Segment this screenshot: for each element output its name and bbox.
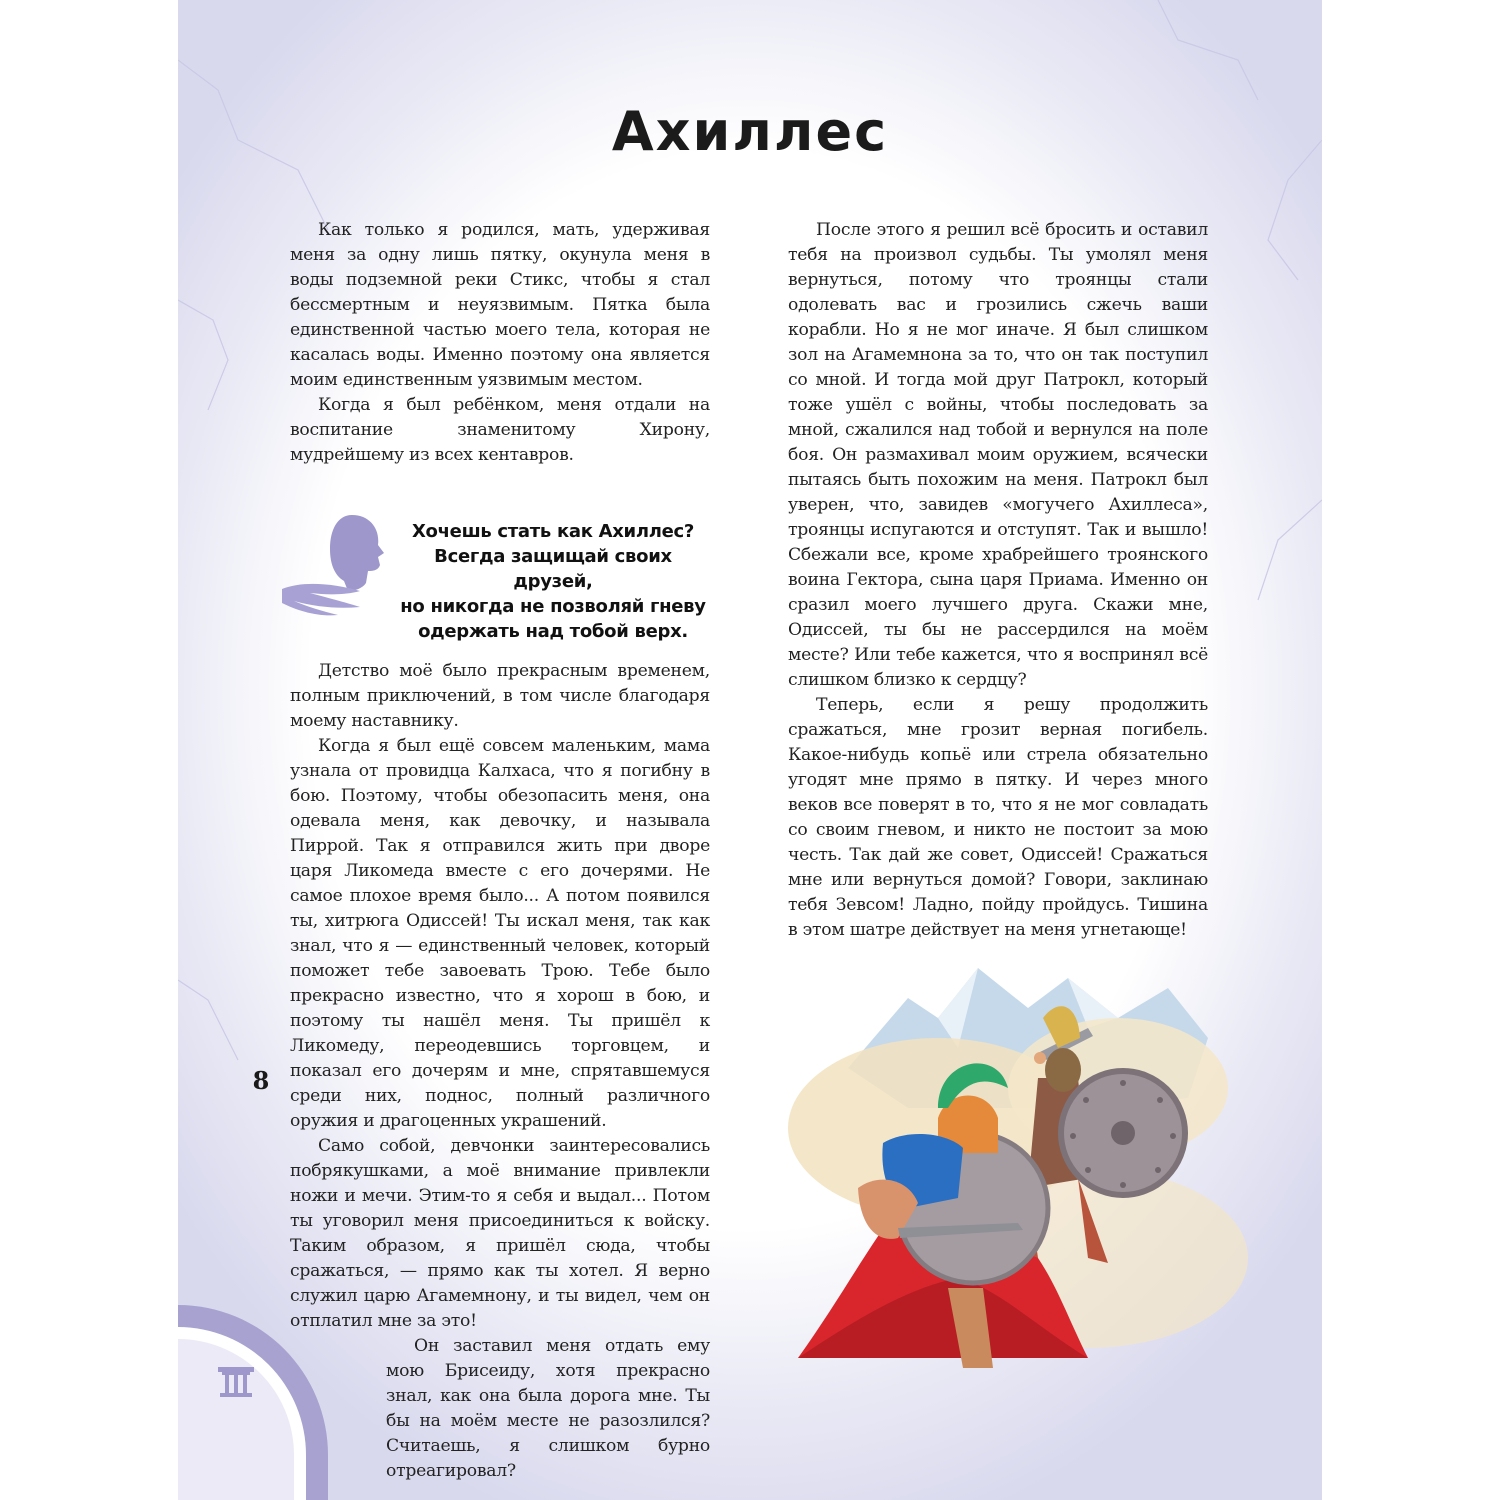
paragraph: После этого я решил всё бросить и оставил тебя на произвол судьбы. Ты умолял меня вернуться, потому что троянцы стали одолевать вас и грозились сжечь ваши корабли. Но я не мог иначе. Я был слишком зол на Агамемнона за то, что он так поступил со мной. И тогда мой друг Патрокл, который тоже ушёл с войны, чтобы последовать за мной, сжалился над тобой и вернулся на поле боя. Он размахивал моим оружием, всячески пытаясь быть похожим на меня. Патрокл был уверен, что, завидев «могучего Ахиллеса», троянцы испугаются и отступят. Так и вышло! Сбежали все, кроме храбрейшего троянского воина Гектора, сына царя Приама. Именно он сразил моего лучшего друга. Скажи мне, Одиссей, ты бы не рассердился на моём месте? Или тебе кажется, что я воспринял всё слишком близко к сердцу? bbox=[788, 220, 1208, 690]
paragraph: Как только я родился, мать, удерживая меня за одну лишь пятку, окунула меня в воды подземной реки Стикс, чтобы я стал бессмертным и неуязвимым. Пятка была единственной частью моего тела, которая не касалась воды. Именно поэтому она является моим единственным уязвимым местом. bbox=[290, 220, 710, 390]
advice-line: Всегда защищай своих друзей, bbox=[434, 546, 672, 592]
advice-line: но никогда не позволяй гневу bbox=[400, 596, 706, 617]
paragraph: Детство моё было прекрасным временем, полным приключений, в том числе благодаря моему наставнику. bbox=[290, 661, 710, 731]
advice-line: Хочешь стать как Ахиллес? bbox=[411, 521, 695, 542]
page-title: Ахиллес bbox=[611, 100, 889, 163]
paragraph: Когда я был ещё совсем маленьким, мама узнала от провидца Калхаса, что я погибну в бою. Поэтому, чтобы обезопасить меня, она одевала меня, как девочку, и называла Пиррой. Так я отправился жить при дворе царя Ликомеда вместе с его дочерями. Не самое плохое время было... А потом появился ты, хитрюга Одиссей! Ты искал меня, так как знал, что я — единственный человек, который поможет тебе завоевать Трою. Тебе было прекрасно известно, что я хорош в бою, и поэтому ты нашёл меня. Ты пришёл к Ликомеду, переодевшись торговцем, и показал его дочерям и мне, спрятавшемуся среди них, поднос, полный различного оружия и драгоценных украшений. bbox=[290, 736, 710, 1131]
right-column bbox=[788, 218, 1208, 943]
left-column bbox=[290, 218, 710, 1484]
corner-ornament bbox=[178, 1305, 328, 1500]
advice-text bbox=[392, 519, 714, 644]
book-page bbox=[178, 0, 1322, 1500]
page-number: 8 bbox=[252, 1066, 270, 1095]
paragraph: Он заставил меня отдать ему мою Брисеиду, хотя прекрасно знал, как она была дорога мне. Ты бы на моём месте не разозлился? Считаешь, я слишком бурно отреагировал? bbox=[386, 1336, 710, 1481]
paragraph: Теперь, если я решу продолжить сражаться, мне грозит верная погибель. Какое-нибудь копьё или стрела обязательно угодят мне прямо в пятку. И через много веков все поверят в то, что я не мог совладать со своим гневом, и никто не постоит за мою честь. Так дай же совет, Одиссей! Сражаться мне или вернуться домой? Говори, заклинаю тебя Зевсом! Ладно, пойду пройдусь. Тишина в этом шатре действует на меня угнетающе! bbox=[788, 695, 1208, 940]
paragraph: Само собой, девчонки заинтересовались побрякушками, а моё внимание привлекли ножи и мечи. Этим-то я себя и выдал... Потом ты уговорил меня присоединиться к войску. Таким образом, я пришёл сюда, чтобы сражаться, — прямо как ты хотел. Я верно служил царю Агамемнону, и ты видел, чем он отплатил мне за это! bbox=[290, 1136, 710, 1331]
profile-head-icon bbox=[282, 511, 398, 621]
battle-illustration bbox=[788, 958, 1258, 1378]
paragraph: Когда я был ребёнком, меня отдали на воспитание знаменитому Хирону, мудрейшему из всех кентавров. bbox=[290, 395, 710, 465]
advice-line: одержать над тобой верх. bbox=[418, 621, 688, 642]
advice-callout bbox=[282, 511, 710, 642]
